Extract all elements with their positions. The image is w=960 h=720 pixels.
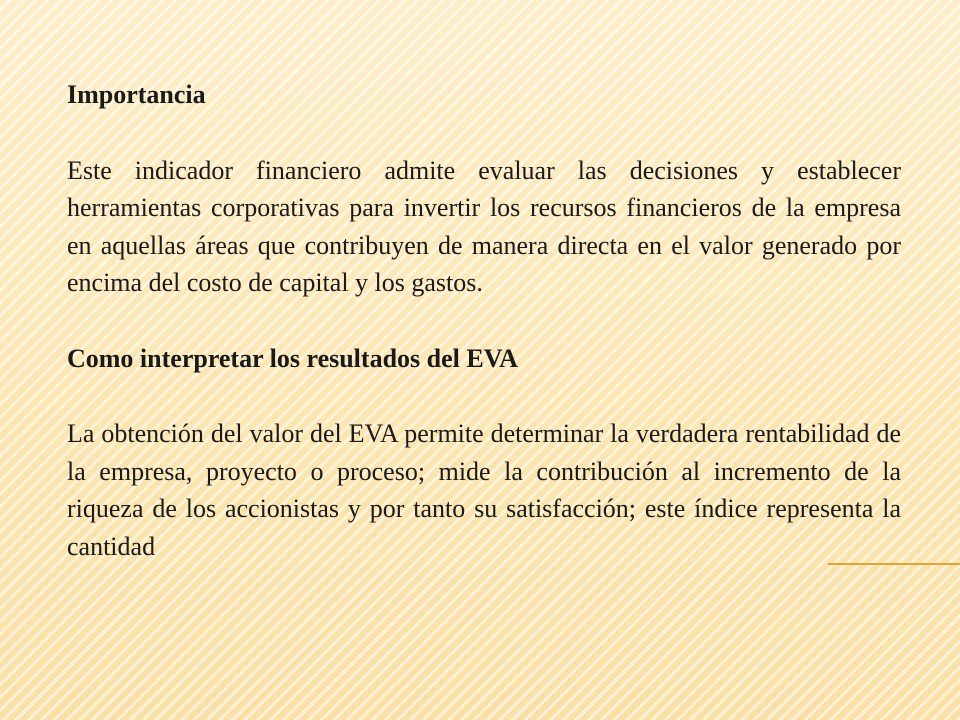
section-heading-interpretar: Como interpretar los resultados del EVA: [67, 343, 518, 373]
section-heading-importancia: Importancia: [67, 80, 206, 109]
slide-content: [67, 76, 901, 565]
spacer: [67, 377, 901, 415]
spacer: [67, 302, 901, 340]
paragraph-interpretar: La obtención del valor del EVA permite determinar la verdadera rentabilidad de la empresa, proyecto o proceso; mide la contribución al incremento de la riqueza de los accionistas y por tanto su satisfacción; este índice representa la cantidad: [67, 419, 901, 561]
spacer: [67, 114, 901, 152]
paragraph-importancia: Este indicador financiero admite evaluar las decisiones y establecer herramientas corporativas para invertir los recursos financieros de la empresa en aquellas áreas que contribuyen de manera directa en el valor generado por encima del costo de capital y los gastos.: [67, 155, 901, 297]
